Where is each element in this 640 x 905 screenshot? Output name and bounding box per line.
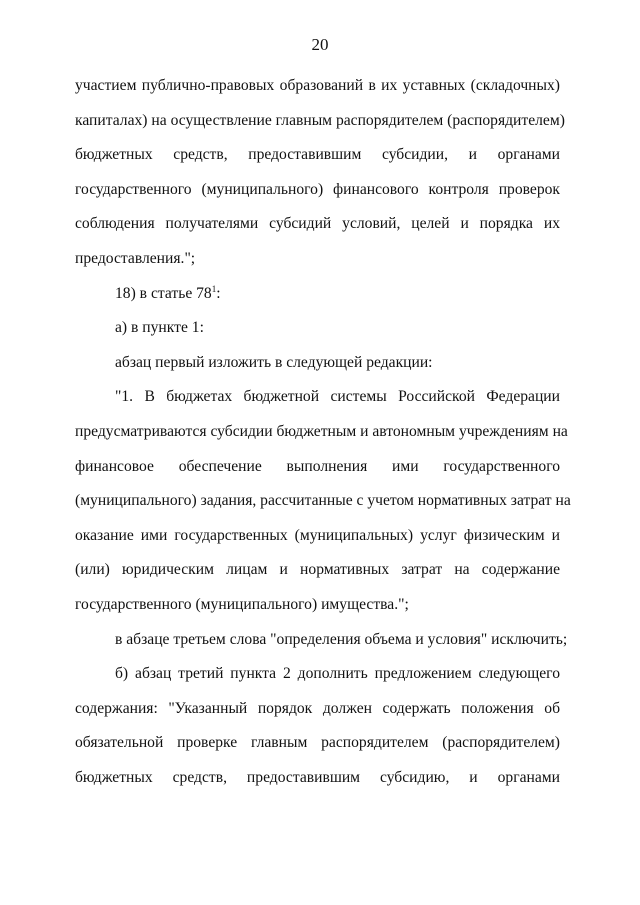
text-line: капиталах) на осуществление главным распорядителем (распорядителем) bbox=[75, 111, 565, 129]
text-line: участием публично-правовых образований в их уставных (складочных) bbox=[75, 77, 560, 94]
text-line: (муниципального) задания, рассчитанные с учетом нормативных затрат на bbox=[75, 492, 571, 510]
item-18-heading bbox=[75, 277, 560, 312]
subitem-b-heading: б) абзац третий пункта 2 дополнить предложением следующего bbox=[115, 665, 560, 683]
text-line: предусматриваются субсидии бюджетным и автономным учреждениям на bbox=[75, 422, 568, 440]
text-line: обязательной проверке главным распорядителем (распорядителем) bbox=[75, 734, 560, 752]
text-line: "1. В бюджетах бюджетной системы Российской Федерации bbox=[115, 388, 560, 406]
text-line: (или) юридическим лицам и нормативных затрат на содержание bbox=[75, 561, 560, 579]
text-line: в абзаце третьем слова "определения объема и условия" исключить; bbox=[115, 630, 568, 648]
item-18-colon: : bbox=[216, 284, 221, 302]
text-line: оказание ими государственных (муниципальных) услуг физическим и bbox=[75, 526, 560, 544]
text-line: бюджетных средств, предоставившим субсидии, и органами bbox=[75, 146, 560, 164]
text-line: бюджетных средств, предоставившим субсидию, и органами bbox=[75, 768, 560, 786]
text-line: содержания: "Указанный порядок должен содержать положения об bbox=[75, 699, 560, 717]
subitem-a-heading: а) в пункте 1: bbox=[115, 319, 204, 337]
page-number: 20 bbox=[311, 35, 329, 54]
text-line: предоставления."; bbox=[75, 249, 196, 267]
text-line: абзац первый изложить в следующей редакции: bbox=[115, 353, 433, 371]
text-line: соблюдения получателями субсидий условий, целей и порядка их bbox=[75, 215, 560, 233]
text-line: государственного (муниципального) финансового контроля проверок bbox=[75, 180, 560, 198]
text-line: финансовое обеспечение выполнения ими государственного bbox=[75, 457, 560, 475]
item-18-text: 18) в статье 78 bbox=[115, 284, 212, 302]
document-body bbox=[75, 69, 571, 795]
article-superscript: 1 bbox=[211, 283, 217, 294]
text-line: государственного (муниципального) имущества."; bbox=[75, 595, 409, 613]
